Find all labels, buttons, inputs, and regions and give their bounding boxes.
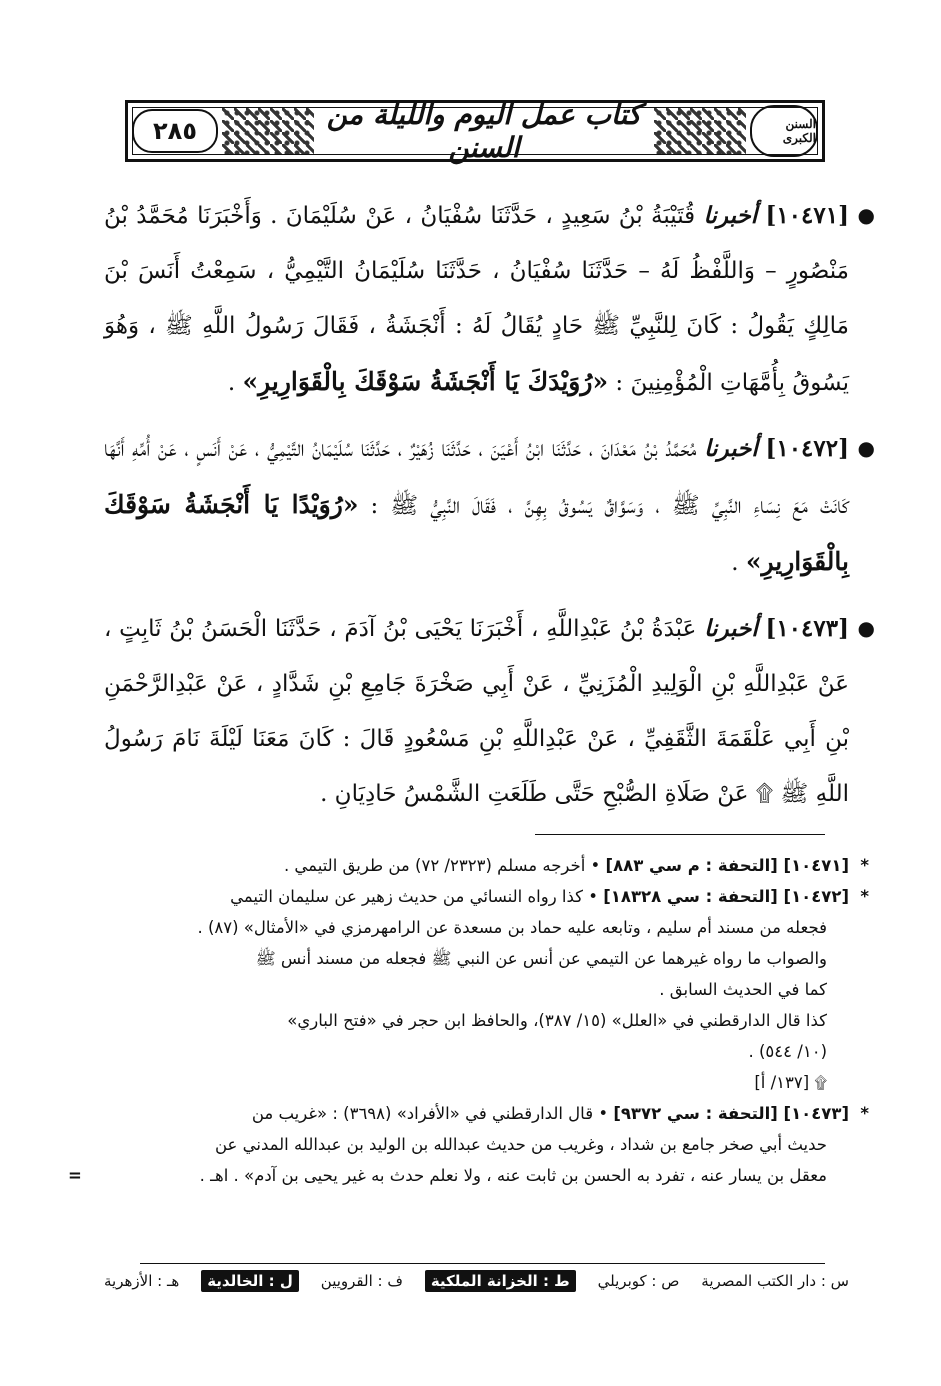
hadith-text: مُحَمَّدُ بْنُ مَعْدَانَ ، حَدَّثَنَا ابْنُ أَعْيَنَ ، حَدَّثَنَا زُهَيْرٌ ، حَدَّثَنَا سُلَيْمَانُ التَّيْمِيُّ ، عَنْ أَنَسٍ ، عَنْ أُمِّهِ أَنَّهَا كَانَتْ مَعَ نِسَاءِ النَّبِيِّ ﷺ ، وَسَوَّاقٌ يَسُوقُ بِهِنَّ ، فَقَالَ النَّبِيُّ ﷺ : bbox=[104, 436, 849, 519]
legend-separator bbox=[140, 1263, 825, 1264]
footnote bbox=[104, 881, 869, 1098]
hadith-end: . bbox=[227, 370, 236, 396]
hadith-quote: «رُوَيْدَكَ يَا أَنْجَشَةُ سَوْقَكَ بِالْقَوَارِيرِ» bbox=[242, 367, 609, 396]
footnote-line: معقل بن يسار عنه ، تفرد به الحسن بن ثابت عنه ، ولا نعلم حدث به غير يحيى بن آدم» . اهـ . bbox=[199, 1166, 827, 1185]
legend-item: ف : القرويين bbox=[320, 1272, 403, 1290]
page-number: ٢٨٥ bbox=[132, 109, 218, 153]
book-emblem: السنن الكبرى bbox=[750, 105, 818, 157]
hadith-text: قُتَيْبَةُ بْنُ سَعِيدٍ ، حَدَّثَنَا سُفْيَانُ ، عَنْ سُلَيْمَانَ . وَأَخْبَرَنَا مُحَمَّدُ بْنُ مَنْصُورٍ – وَاللَّفْظُ لَهُ – حَدَّثَنَا سُفْيَانُ ، حَدَّثَنَا سُلَيْمَانُ التَّيْمِيُّ ، سَمِعْتُ أَنَسَ بْنَ مَالِكٍ يَقُولُ : كَانَ لِلنَّبِيِّ ﷺ حَادٍ يُقَالُ لَهُ : أَنْجَشَةُ ، فَقَالَ رَسُولُ اللَّهِ ﷺ ، وَهُوَ يَسُوقُ بِأُمَّهَاتِ الْمُؤْمِنِينَ : bbox=[104, 203, 849, 396]
footnote bbox=[68, 1098, 869, 1191]
footnote-line: • قال الدارقطني في «الأفراد» (٣٦٩٨) : «غريب من bbox=[251, 1104, 609, 1123]
legend-item: ص : كوبريلي bbox=[597, 1272, 680, 1290]
hadith-opening: أخبرنا bbox=[704, 435, 758, 462]
bullet-icon: ● bbox=[857, 616, 875, 640]
footnote-line: فجعله من مسند أم سليم ، وتابعه عليه حماد بن مسعدة عن الرامهرمزي في «الأمثال» (٨٧) . bbox=[197, 918, 827, 937]
hadith-end: . bbox=[731, 550, 739, 576]
footnote-line: والصواب ما رواه غيرهما عن التيمي عن أنس عن النبي ﷺ فجعله من مسند أنس ﷺ bbox=[255, 949, 827, 968]
bullet-icon: ● bbox=[857, 436, 875, 460]
hadith-entry bbox=[104, 601, 875, 822]
hadith-opening: أخبرنا bbox=[704, 615, 758, 642]
legend-item: ل : الخالدية bbox=[201, 1270, 299, 1292]
footnote-line: حديث أبي صخر جامع بن شداد ، وغريب من حديث عبدالله بن الوليد بن عبدالله المدني عن bbox=[214, 1135, 827, 1154]
hadith-quote: «رُوَيْدًا يَا أَنْجَشَةُ سَوْقَكَ بِالْقَوَارِيرِ» bbox=[104, 490, 849, 576]
asterisk-icon: * bbox=[860, 887, 869, 906]
footnote-line: كما في الحديث السابق . bbox=[659, 980, 827, 999]
footnote-line: • أخرجه مسلم (٢٣٢٣/ ٧٢) من طريق التيمي . bbox=[283, 856, 601, 875]
footnote-ref: [١٠٤٧٢] [التحفة : سي ١٨٣٢٨] bbox=[603, 887, 849, 906]
main-text bbox=[104, 188, 875, 832]
footnotes bbox=[68, 850, 869, 1191]
hadith-number: [١٠٤٧٢] bbox=[765, 435, 850, 462]
hadith-entry bbox=[104, 188, 875, 411]
asterisk-icon: * bbox=[860, 856, 869, 875]
legend-item: هـ : الأزهرية bbox=[104, 1272, 180, 1290]
footnote bbox=[104, 850, 869, 881]
chapter-title: كتاب عمل اليوم والليلة من السنن bbox=[326, 98, 642, 164]
footnote-ref: [١٠٤٧١] [التحفة : م سي ٨٨٣] bbox=[605, 856, 849, 875]
footnote-ref: [١٠٤٧٣] [التحفة : سي ٩٣٧٢] bbox=[613, 1104, 849, 1123]
footnote-line: • كذا رواه النسائي من حديث زهير عن سليمان التيمي bbox=[230, 887, 598, 906]
hadith-entry bbox=[104, 421, 875, 591]
manuscript-legend bbox=[104, 1270, 849, 1292]
hadith-number: [١٠٤٧٣] bbox=[765, 615, 849, 642]
footnote-line: كذا قال الدارقطني في «العلل» (١٥/ ٣٨٧)، والحافظ ابن حجر في «فتح الباري» bbox=[287, 1011, 827, 1030]
ornament-right bbox=[654, 108, 746, 154]
folio-marker: ۩ [١٣٧/ أ] bbox=[754, 1073, 827, 1092]
hadith-text: عَبْدَةُ بْنُ عَبْدِاللَّهِ ، أَخْبَرَنَا يَحْيَى بْنُ آدَمَ ، حَدَّثَنَا الْحَسَنُ بْنُ ثَابِتٍ ، عَنْ عَبْدِاللَّهِ بْنِ الْوَلِيدِ الْمُزَنِيِّ ، عَنْ أَبِي صَخْرَةَ جَامِعِ بْنِ شَدَّادٍ ، عَنْ عَبْدِالرَّحْمَنِ بْنِ أَبِي عَلْقَمَةَ الثَّقَفِيِّ ، عَنْ عَبْدِاللَّهِ بْنِ مَسْعُودٍ قَالَ : كَانَ مَعَنَا لَيْلَةَ نَامَ رَسُولُ اللَّهِ ﷺ ۩ عَنْ صَلَاةِ الصُّبْحِ حَتَّى طَلَعَتِ الشَّمْسُ حَادِيَانِ . bbox=[104, 616, 849, 807]
footnote-separator bbox=[535, 834, 825, 835]
page-header bbox=[125, 100, 825, 162]
continuation-mark: = bbox=[68, 1166, 82, 1185]
asterisk-icon: * bbox=[860, 1104, 869, 1123]
legend-item: ط : الخزانة الملكية bbox=[425, 1270, 576, 1292]
footnote-line: (١٠/ ٥٤٤) . bbox=[748, 1042, 827, 1061]
ornament-left bbox=[222, 108, 314, 154]
hadith-opening: أخبرنا bbox=[703, 202, 758, 229]
bullet-icon: ● bbox=[857, 203, 875, 227]
legend-item: س : دار الكتب المصرية bbox=[701, 1272, 849, 1290]
hadith-number: [١٠٤٧١] bbox=[765, 202, 849, 229]
